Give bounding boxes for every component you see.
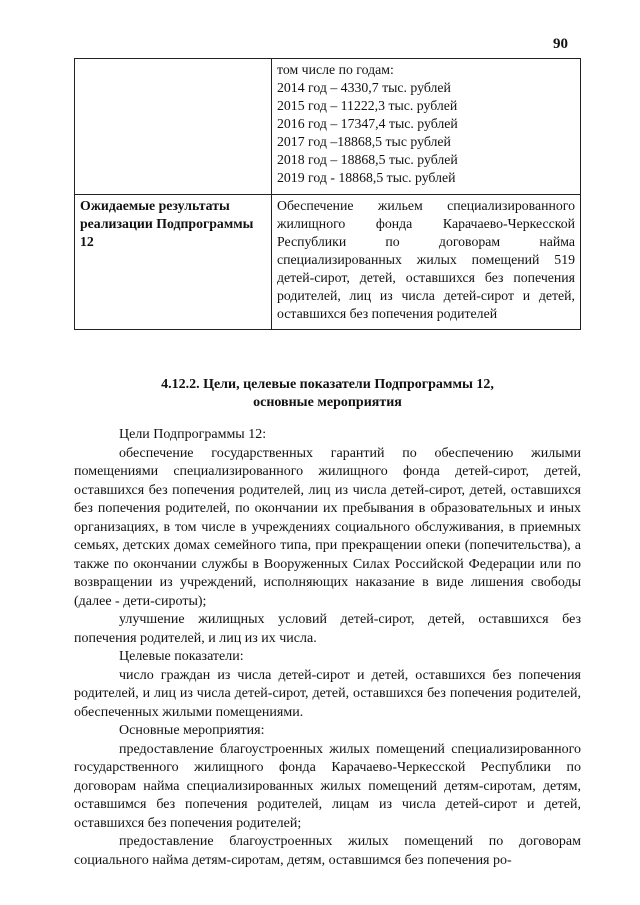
funding-line: том числе по годам: xyxy=(277,62,394,77)
program-table xyxy=(74,58,581,330)
expected-results-text: Обеспечение жильем специализированного жилищного фонда Карачаево-Черкесской Республики по договорам найма специализированных жилых помещений 519 детей-сирот, детей, оставшихся без попечения родителей, лиц из числа детей-сирот и детей, оставшихся без попечения родителей xyxy=(272,195,581,330)
paragraph: число граждан из числа детей-сирот и детей, оставшихся без попечения родителей, и лиц из числа детей-сирот, детей, оставшихся без попечения родителей, обеспеченных жилыми помещениями. xyxy=(74,667,581,720)
funding-line: 2015 год – 11222,3 тыс. рублей xyxy=(277,98,458,113)
paragraph: Основные мероприятия: xyxy=(119,723,265,738)
funding-line: 2016 год – 17347,4 тыс. рублей xyxy=(277,116,458,131)
body-text xyxy=(74,426,581,870)
table-cell-label xyxy=(75,59,272,195)
expected-results-label: Ожидаемые результаты реализации Подпрограммы 12 xyxy=(75,195,272,330)
section-heading-line: 4.12.2. Цели, целевые показатели Подпрограммы 12, xyxy=(161,377,494,392)
paragraph: Целевые показатели: xyxy=(119,649,244,664)
paragraph: улучшение жилищных условий детей-сирот, детей, оставшихся без попечения родителей, и лиц из их числа. xyxy=(74,612,581,646)
funding-line: 2017 год –18868,5 тыс рублей xyxy=(277,134,451,149)
funding-line: 2019 год - 18868,5 тыс. рублей xyxy=(277,170,456,185)
table-row xyxy=(75,195,581,330)
section-heading-line: основные мероприятия xyxy=(253,395,402,410)
paragraph: Цели Подпрограммы 12: xyxy=(119,427,267,442)
page-number: 90 xyxy=(553,36,568,52)
paragraph: предоставление благоустроенных жилых помещений по договорам социального найма детям-сиротам, детям, оставшимся без попечения ро- xyxy=(74,834,581,868)
table-row xyxy=(75,59,581,195)
paragraph: обеспечение государственных гарантий по обеспечению жилыми помещениями специализированного жилищного фонда детей-сирот, детей, оставшихся без попечения родителей, лиц из числа детей-сирот, детей, оставшихся без попечения родителей, по окончании их пребывания в образовательных и иных организациях, в том числе в учреждениях социального обслуживания, в приемных семьях, детских домах семейного типа, при прекращении опеки (попечительства), а также по окончании службы в Вооруженных Силах Российской Федерации или по возвращении из учреждений, исполняющих наказание в виде лишения свободы (далее - дети-сироты); xyxy=(74,445,581,609)
paragraph: предоставление благоустроенных жилых помещений специализированного государственного жилищного фонда Карачаево-Черкесской Республики по договорам найма специализированных жилых помещений детям-сиротам, детям, оставшимся без попечения родителей, лицам из числа детей-сирот и детей, оставшихся без попечения родителей; xyxy=(74,741,581,831)
funding-line: 2018 год – 18868,5 тыс. рублей xyxy=(277,152,458,167)
funding-line: 2014 год – 4330,7 тыс. рублей xyxy=(277,80,451,95)
section-heading xyxy=(74,376,581,412)
funding-by-year-cell xyxy=(272,59,581,195)
